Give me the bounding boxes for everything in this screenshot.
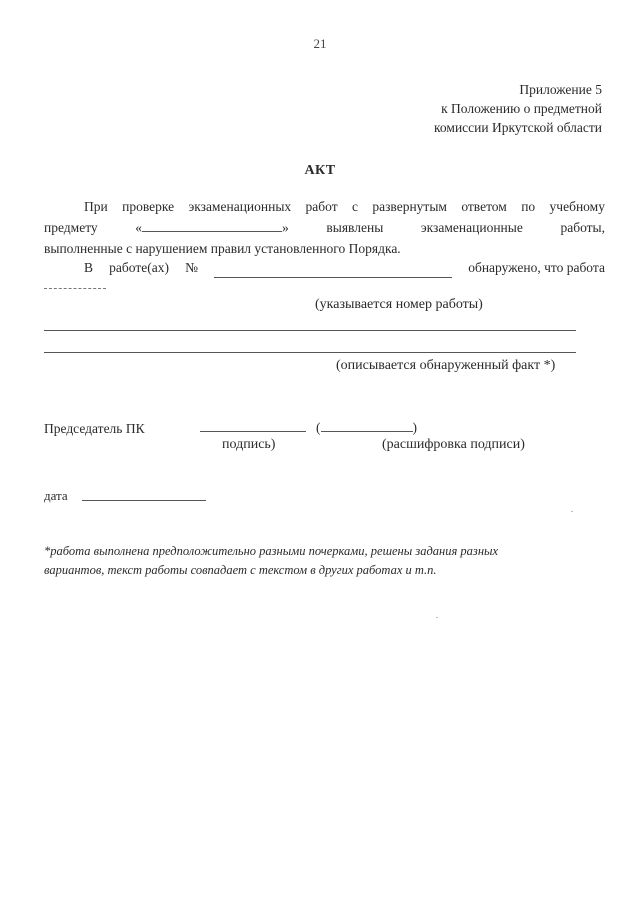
word: В — [84, 260, 94, 275]
decode-close-paren: ) — [412, 420, 417, 435]
appendix-line-3: комиссии Иркутской области — [434, 120, 602, 135]
word: развернутым — [372, 199, 447, 214]
subject-field[interactable] — [135, 218, 289, 238]
footnote — [44, 542, 498, 580]
date-line[interactable] — [82, 500, 206, 501]
scan-speck — [436, 617, 438, 618]
word: ответом — [461, 199, 507, 214]
paragraph-1-line-2 — [44, 218, 605, 238]
fact-caption: (описывается обнаруженный факт *) — [336, 358, 556, 373]
word: работы, — [560, 220, 605, 235]
word: предмету — [44, 220, 98, 235]
word: по — [521, 199, 536, 214]
appendix-header — [434, 80, 602, 137]
word: № — [185, 260, 198, 275]
word: При — [84, 199, 108, 214]
word: работ — [305, 199, 338, 214]
continuation-dash — [44, 288, 106, 289]
paragraph-2-line-1 — [84, 258, 605, 278]
close-quote: » — [282, 220, 289, 235]
decode-caption: (расшифровка подписи) — [382, 437, 525, 452]
footnote-line-1: *работа выполнена предположительно разными почерками, решены задания разных — [44, 544, 499, 558]
signature-decode-field[interactable] — [316, 420, 417, 436]
decode-open-paren: ( — [316, 420, 321, 435]
decode-blank[interactable] — [321, 431, 413, 432]
paragraph-1-line-1 — [84, 197, 605, 217]
word: учебному — [549, 199, 605, 214]
appendix-line-2: к Положению о предметной — [441, 101, 602, 116]
work-number-blank[interactable] — [214, 258, 452, 278]
paragraph-1-line-3: выполненные с нарушением правил установленного Порядка. — [44, 241, 401, 256]
signature-line[interactable] — [200, 431, 306, 432]
subject-blank[interactable] — [142, 231, 282, 232]
word: работе(ах) — [109, 260, 169, 275]
word: экзаменационных — [188, 199, 292, 214]
word: с — [351, 199, 358, 214]
footnote-line-2: вариантов, текст работы совпадает с текстом в других работах и т.п. — [44, 563, 437, 577]
document-title: АКТ — [304, 163, 336, 178]
work-number-caption: (указывается номер работы) — [315, 297, 483, 312]
chairman-label: Председатель ПК — [44, 421, 145, 436]
scan-speck — [571, 511, 573, 512]
signature-caption: подпись) — [222, 437, 276, 452]
date-label: дата — [44, 488, 68, 503]
fact-line-2[interactable] — [44, 352, 576, 353]
open-quote: « — [135, 220, 143, 235]
appendix-line-1: Приложение 5 — [519, 82, 602, 97]
word: выявлены — [326, 220, 384, 235]
word: проверке — [122, 199, 175, 214]
fact-line-1[interactable] — [44, 330, 576, 331]
word: экзаменационные — [420, 220, 523, 235]
page-number: 21 — [313, 36, 327, 51]
paragraph-2-tail: обнаружено, что работа — [468, 260, 605, 275]
